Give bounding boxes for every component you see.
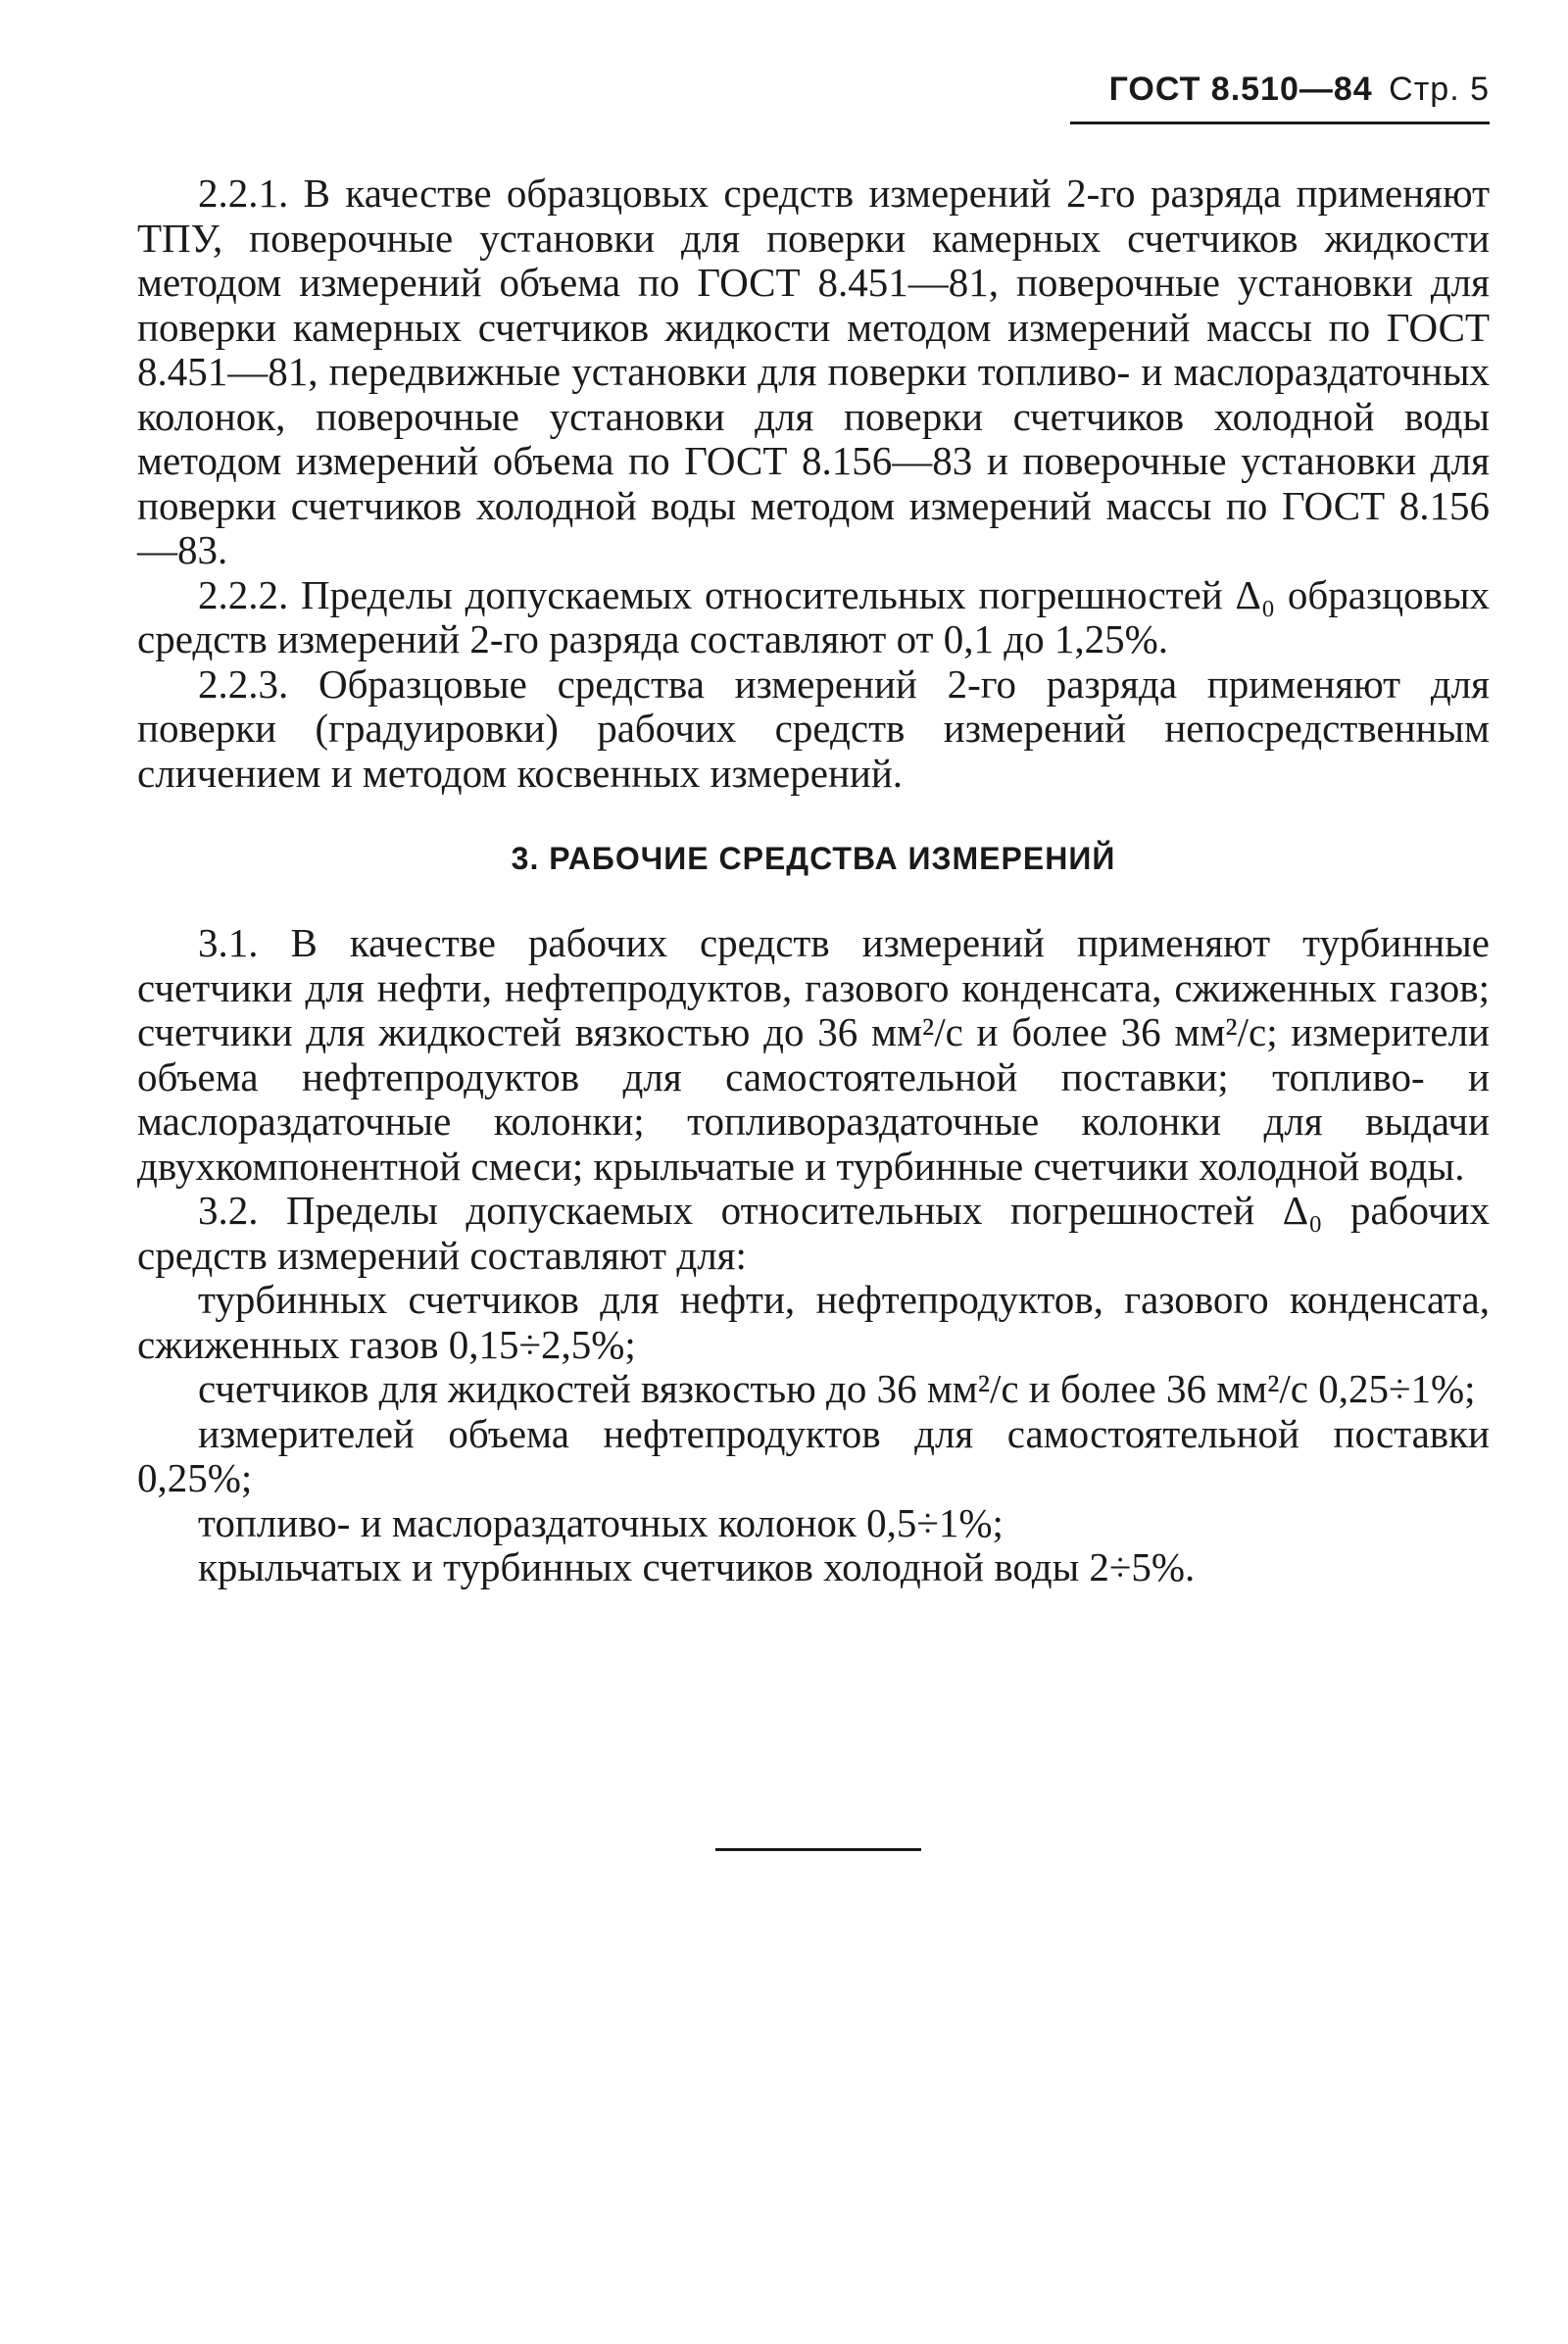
paragraph-2-2-2: 2.2.2. Пределы допускаемых относительных погрешностей Δ₀ образцовых средств измерений 2-го разряда составляют от 0,1 до 1,25%. — [137, 571, 1490, 661]
end-of-text-rule — [715, 1848, 921, 1851]
paragraph-3-1: 3.1. В качестве рабочих средств измерений применяют турбинные счетчики для нефти, нефтепродуктов, газового конденсата, сжиженных газов; счетчики для жидкостей вязкостью до 36 мм²/с и более 36 мм²/с; измерители объема нефтепродуктов для самостоятельной поставки; топливо- и маслораздаточные колонки; топливораздаточные колонки для выдачи двухкомпонентной смеси; крыльчатые и турбинные счетчики холодной воды. — [137, 920, 1490, 1189]
header-rule — [1070, 122, 1490, 124]
list-item-turbine-meters: турбинных счетчиков для нефти, нефтепродуктов, газового конденсата, сжиженных газов 0,15÷2,5%; — [137, 1277, 1490, 1367]
list-item-viscosity-meters: счетчиков для жидкостей вязкостью до 36 мм²/с и более 36 мм²/с 0,25÷1%; — [198, 1366, 1476, 1411]
list-item-water-meters: крыльчатых и турбинных счетчиков холодной воды 2÷5%. — [198, 1544, 1196, 1589]
running-header — [1109, 71, 1490, 109]
page-number: Стр. 5 — [1389, 71, 1490, 108]
document-body — [137, 171, 1490, 1590]
paragraph-3-2: 3.2. Пределы допускаемых относительных погрешностей Δ₀ рабочих средств измерений составляют для: — [137, 1188, 1490, 1278]
list-item-volume-meters: измерителей объема нефтепродуктов для самостоятельной поставки 0,25%; — [137, 1410, 1490, 1500]
paragraph-2-2-3: 2.2.3. Образцовые средства измерений 2-го разряда применяют для поверки (градуировки) рабочих средств измерений непосредственным сличением и методом косвенных измерений. — [137, 660, 1490, 796]
doc-code: ГОСТ 8.510—84 — [1108, 71, 1373, 108]
paragraph-2-2-1: 2.2.1. В качестве образцовых средств измерений 2-го разряда применяют ТПУ, поверочные установки для поверки камерных счетчиков жидкости методом измерений объема по ГОСТ 8.451—81, поверочные установки для поверки камерных счетчиков жидкости методом измерений массы по ГОСТ 8.451—81, передвижные установки для поверки топливо- и маслораздаточных колонок, поверочные установки для поверки счетчиков холодной воды методом измерений объема по ГОСТ 8.156—83 и поверочные установки для поверки счетчиков холодной воды методом измерений массы по ГОСТ 8.156—83. — [137, 171, 1490, 572]
section-3-title: 3. РАБОЧИЕ СРЕДСТВА ИЗМЕРЕНИЙ — [511, 841, 1116, 876]
list-item-dispensers: топливо- и маслораздаточных колонок 0,5÷1%; — [198, 1499, 1004, 1545]
